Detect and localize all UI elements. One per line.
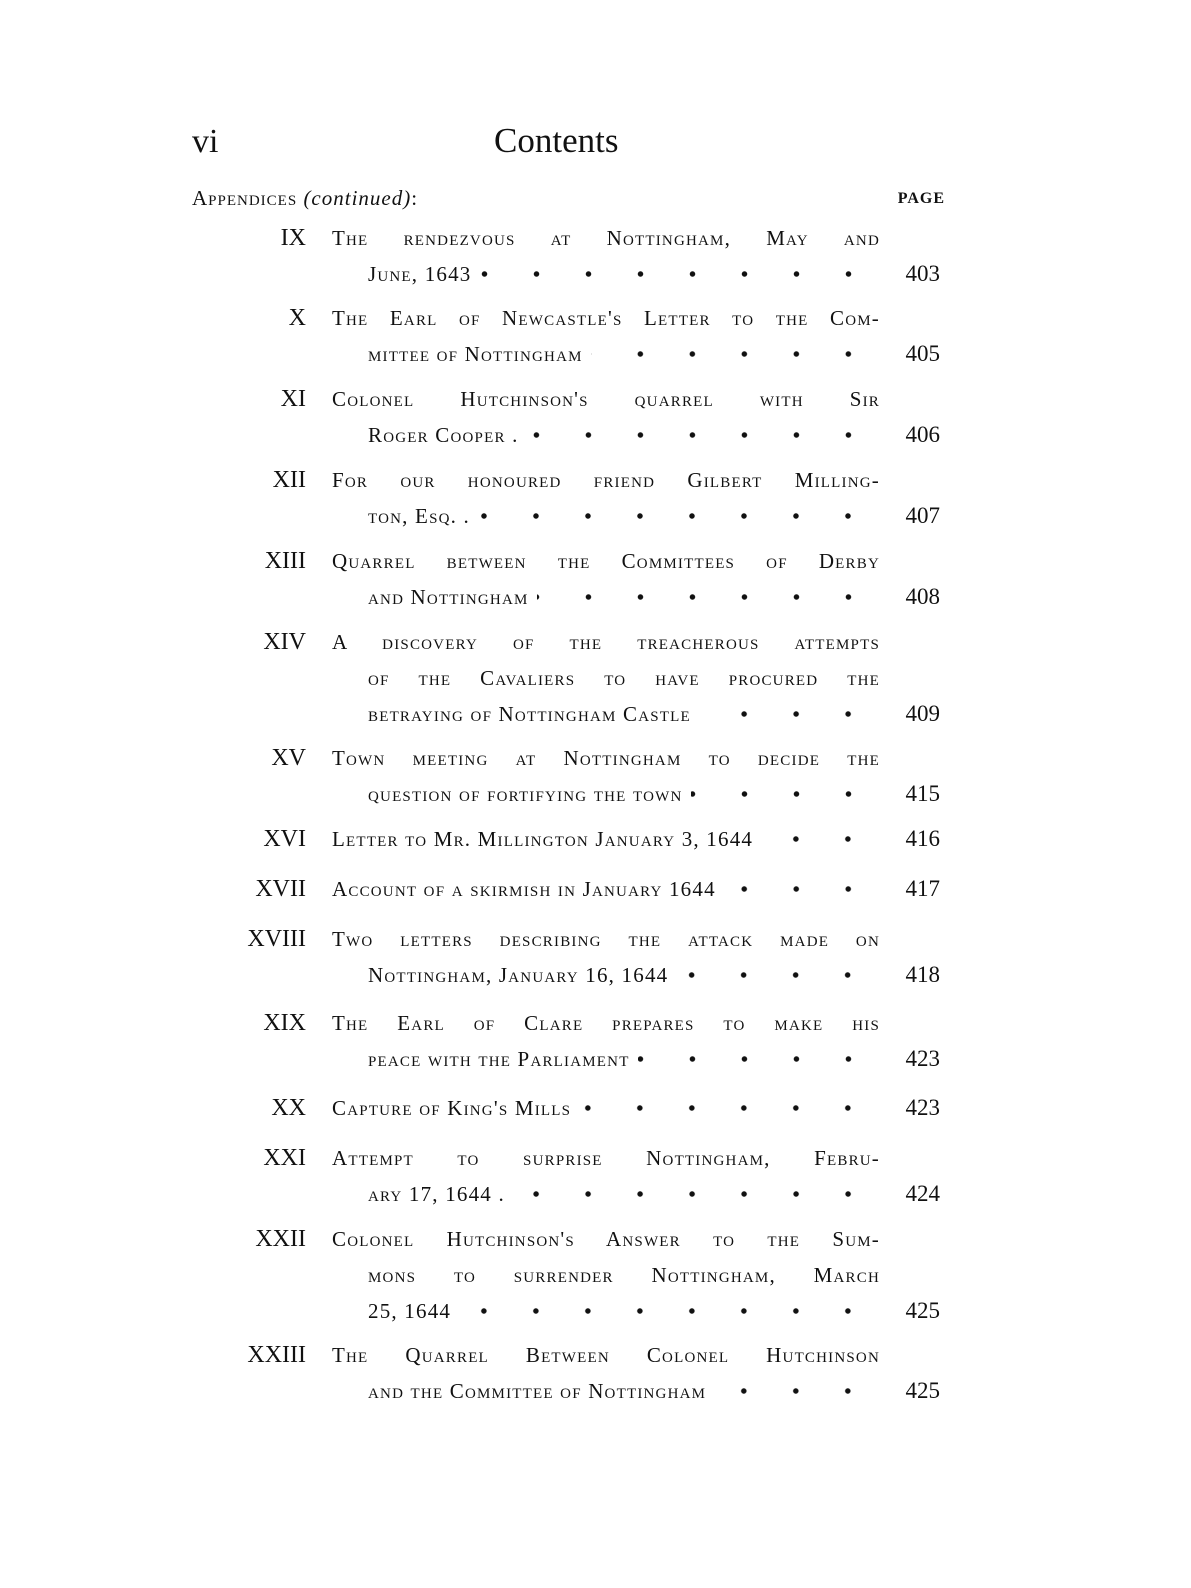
entry-page-number: 405 bbox=[905, 341, 940, 366]
dot-leader bbox=[691, 776, 880, 812]
entry-numeral: XIII bbox=[264, 548, 306, 574]
entry-title-text: mittee of Nottingham bbox=[368, 342, 583, 366]
dot-leader bbox=[591, 336, 880, 372]
entry-title-line: A discovery of the treacherous attempts bbox=[332, 630, 880, 654]
section-label bbox=[192, 186, 418, 211]
entry-page-number: 406 bbox=[905, 422, 940, 447]
entry-numeral: XVII bbox=[255, 876, 306, 902]
entry-page-number: 408 bbox=[905, 584, 940, 609]
entry-page-number: 403 bbox=[905, 261, 940, 286]
entry-title-line: The Quarrel Between Colonel Hutchinson bbox=[332, 1343, 880, 1367]
entry-title-text: and the Committee of Nottingham bbox=[368, 1379, 707, 1403]
entry-title-line: of the Cavaliers to have procured the bbox=[368, 666, 880, 690]
entry-title-line: Two letters describing the attack made on bbox=[332, 927, 880, 951]
entry-page-number: 407 bbox=[905, 503, 940, 528]
dot-leader bbox=[478, 498, 880, 534]
entry-title-line: Colonel Hutchinson's quarrel with Sir bbox=[332, 387, 880, 411]
entry-title-line bbox=[368, 417, 880, 453]
dot-leader bbox=[761, 821, 880, 857]
entry-numeral: XV bbox=[271, 745, 306, 771]
entry-numeral: IX bbox=[280, 225, 306, 251]
entry-numeral: XVI bbox=[263, 826, 306, 852]
dot-leader bbox=[537, 579, 880, 615]
entry-page-number: 423 bbox=[905, 1046, 940, 1071]
entry-title-text: Letter to Mr. Millington January 3, 1644 bbox=[332, 827, 754, 851]
entry-title-text: June, 1643 bbox=[368, 262, 472, 286]
section-label-colon: : bbox=[411, 186, 419, 210]
entry-title-text: Nottingham, January 16, 1644 bbox=[368, 963, 669, 987]
entry-title-line bbox=[368, 1293, 880, 1329]
dot-leader bbox=[579, 1090, 880, 1126]
entry-page-number: 425 bbox=[905, 1378, 940, 1403]
dot-leader bbox=[724, 871, 880, 907]
entry-title-text: peace with the Parliament bbox=[368, 1047, 630, 1071]
entry-title-line: The Earl of Newcastle's Letter to the Com- bbox=[332, 306, 880, 330]
entry-title-line bbox=[368, 256, 880, 292]
entry-page-number: 425 bbox=[905, 1298, 940, 1323]
entry-numeral: XII bbox=[272, 467, 306, 493]
entry-title-line bbox=[332, 1090, 880, 1126]
entry-title-text: 25, 1644 bbox=[368, 1299, 452, 1323]
entry-title-line bbox=[368, 696, 880, 732]
entry-title-line: The rendezvous at Nottingham, May and bbox=[332, 226, 880, 250]
entry-title-line: The Earl of Clare prepares to make his bbox=[332, 1011, 880, 1035]
entry-numeral: XIV bbox=[263, 629, 306, 655]
entry-numeral: XX bbox=[271, 1095, 306, 1121]
dot-leader bbox=[699, 696, 880, 732]
entry-title-line: Quarrel between the Committees of Derby bbox=[332, 549, 880, 573]
entry-title-line bbox=[368, 1041, 880, 1077]
entry-title-line bbox=[368, 776, 880, 812]
dot-leader bbox=[638, 1041, 880, 1077]
entry-numeral: XXI bbox=[263, 1145, 306, 1171]
entry-title-text: Roger Cooper . bbox=[368, 423, 519, 447]
entry-page-number: 416 bbox=[905, 826, 940, 851]
entry-title-text: ton, Esq. . bbox=[368, 504, 471, 528]
dot-leader bbox=[480, 256, 881, 292]
page-title: Contents bbox=[494, 121, 619, 160]
entry-title-text: and Nottingham bbox=[368, 585, 529, 609]
entry-title-line: For our honoured friend Gilbert Milling- bbox=[332, 468, 880, 492]
entry-numeral: XIX bbox=[263, 1010, 306, 1036]
entry-title-line: Attempt to surprise Nottingham, Febru- bbox=[332, 1146, 880, 1170]
entry-title-text: ary 17, 1644 . bbox=[368, 1182, 505, 1206]
entry-numeral: XXII bbox=[255, 1226, 306, 1252]
entry-title-text: question of fortifying the town bbox=[368, 782, 683, 806]
section-label-continued: (continued) bbox=[303, 186, 412, 210]
entry-page-number: 415 bbox=[905, 781, 940, 806]
entry-title-line bbox=[368, 579, 880, 615]
entry-page-number: 423 bbox=[905, 1095, 940, 1120]
entry-title-line bbox=[368, 957, 880, 993]
entry-page-number: 409 bbox=[905, 701, 940, 726]
entry-page-number: 424 bbox=[905, 1181, 940, 1206]
entry-page-number: 417 bbox=[905, 876, 940, 901]
section-label-main: Appendices bbox=[192, 186, 298, 210]
entry-numeral: X bbox=[288, 305, 306, 331]
entry-numeral: XVIII bbox=[247, 926, 306, 952]
entry-title-line bbox=[368, 336, 880, 372]
entry-title-line bbox=[332, 821, 880, 857]
entry-title-text: Account of a skirmish in January 1644 bbox=[332, 877, 716, 901]
page-column-header: PAGE bbox=[897, 190, 945, 207]
entry-title-line bbox=[368, 1176, 880, 1212]
entry-title-text: betraying of Nottingham Castle bbox=[368, 702, 691, 726]
entry-title-line bbox=[332, 871, 880, 907]
entry-title-line bbox=[368, 1373, 880, 1409]
dot-leader bbox=[527, 417, 880, 453]
entry-title-line: mons to surrender Nottingham, March bbox=[368, 1263, 880, 1287]
entry-page-number: 418 bbox=[905, 962, 940, 987]
entry-title-line: Colonel Hutchinson's Answer to the Sum- bbox=[332, 1227, 880, 1251]
entry-title-line bbox=[368, 498, 880, 534]
entry-numeral: XI bbox=[280, 386, 306, 412]
dot-leader bbox=[676, 957, 880, 993]
entry-title-line: Town meeting at Nottingham to decide the bbox=[332, 746, 880, 770]
dot-leader bbox=[513, 1176, 880, 1212]
page-number: vi bbox=[192, 123, 219, 160]
entry-numeral: XXIII bbox=[247, 1342, 306, 1368]
entry-title-text: Capture of King's Mills bbox=[332, 1096, 572, 1120]
dot-leader bbox=[714, 1373, 880, 1409]
dot-leader bbox=[459, 1293, 880, 1329]
